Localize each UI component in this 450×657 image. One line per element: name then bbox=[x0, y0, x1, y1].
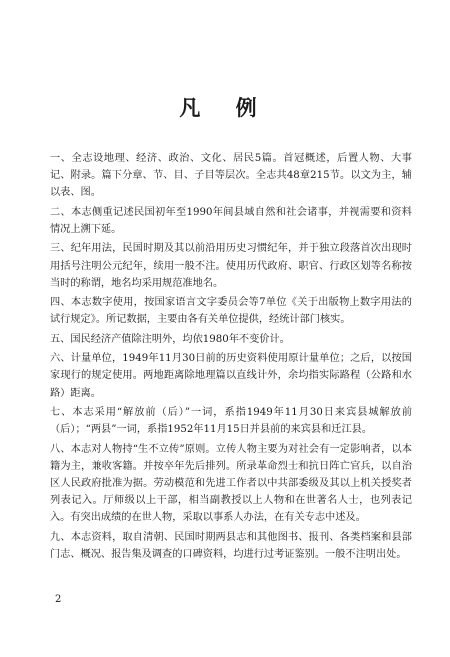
page-title: 凡 例 bbox=[179, 95, 271, 120]
paragraph-8: 八、本志对人物持“生不立传”原则。立传人物主要为对社会有一定影响者，以本籍为主，兼收客籍。并按卒年先后排列。所录革命烈士和抗日阵亡官兵，以自治区人民政府批准为据。劳动模范和先进工作者以中共部委级及其以上机关授奖者列表记入。厅师级以上干部，相当副教授以上人物和在世著名人士，也列表记入。有突出成绩的在世人物，采取以事系人办法，在有关专志中述及。 bbox=[50, 443, 412, 524]
paragraph-3: 三、纪年用法，民国时期及其以前沿用历史习惯纪年，并于独立段落首次出现时用括号注明公元纪年，续用一般不注。使用历代政府、职官、行政区划等名称按当时的称谓，地名均采用规范准地名。 bbox=[50, 243, 412, 289]
body-text bbox=[50, 150, 412, 563]
paragraph-5: 五、国民经济产值除注明外，均依1980年不变价计。 bbox=[50, 333, 290, 345]
paragraph-7: 七、本志采用“解放前（后）”一词，系指1949年11月30日来宾县城解放前（后）；“两县”一词，系指1952年11月15日并县前的来宾县和迁江县。 bbox=[50, 406, 412, 436]
page-number: 2 bbox=[55, 594, 62, 605]
paragraph-4: 四、本志数字使用，按国家语言文字委员会等7单位《关于出版物上数字用法的试行规定》。所记数据，主要由各有关单位提供，经统计部门核实。 bbox=[50, 297, 412, 326]
paragraph-6: 六、计量单位，1949年11月30日前的历史资料使用原计量单位；之后，以按国家现行的规定使用。两地距离除地理篇以直线计外，余均指实际路程（公路和水路）距离。 bbox=[50, 353, 412, 399]
paragraph-2: 二、本志侧重记述民国初年至1990年间县域自然和社会诸事，并视需要和资料情况上溯下延。 bbox=[50, 206, 412, 235]
paragraph-9: 九、本志资料，取自清朝、民国时期两县志和其他图书、报刊、各类档案和县部门志、概况、报告集及调查的口碑资料，均进行过考证鉴别。一般不注明出处。 bbox=[50, 531, 412, 560]
paragraph-1: 一、全志设地理、经济、政治、文化、居民5篇。首冠概述，后置人物、大事记、附录。篇下分章、节、目、子目等层次。全志共48章215节。以文为主，辅以表、图。 bbox=[50, 153, 412, 199]
